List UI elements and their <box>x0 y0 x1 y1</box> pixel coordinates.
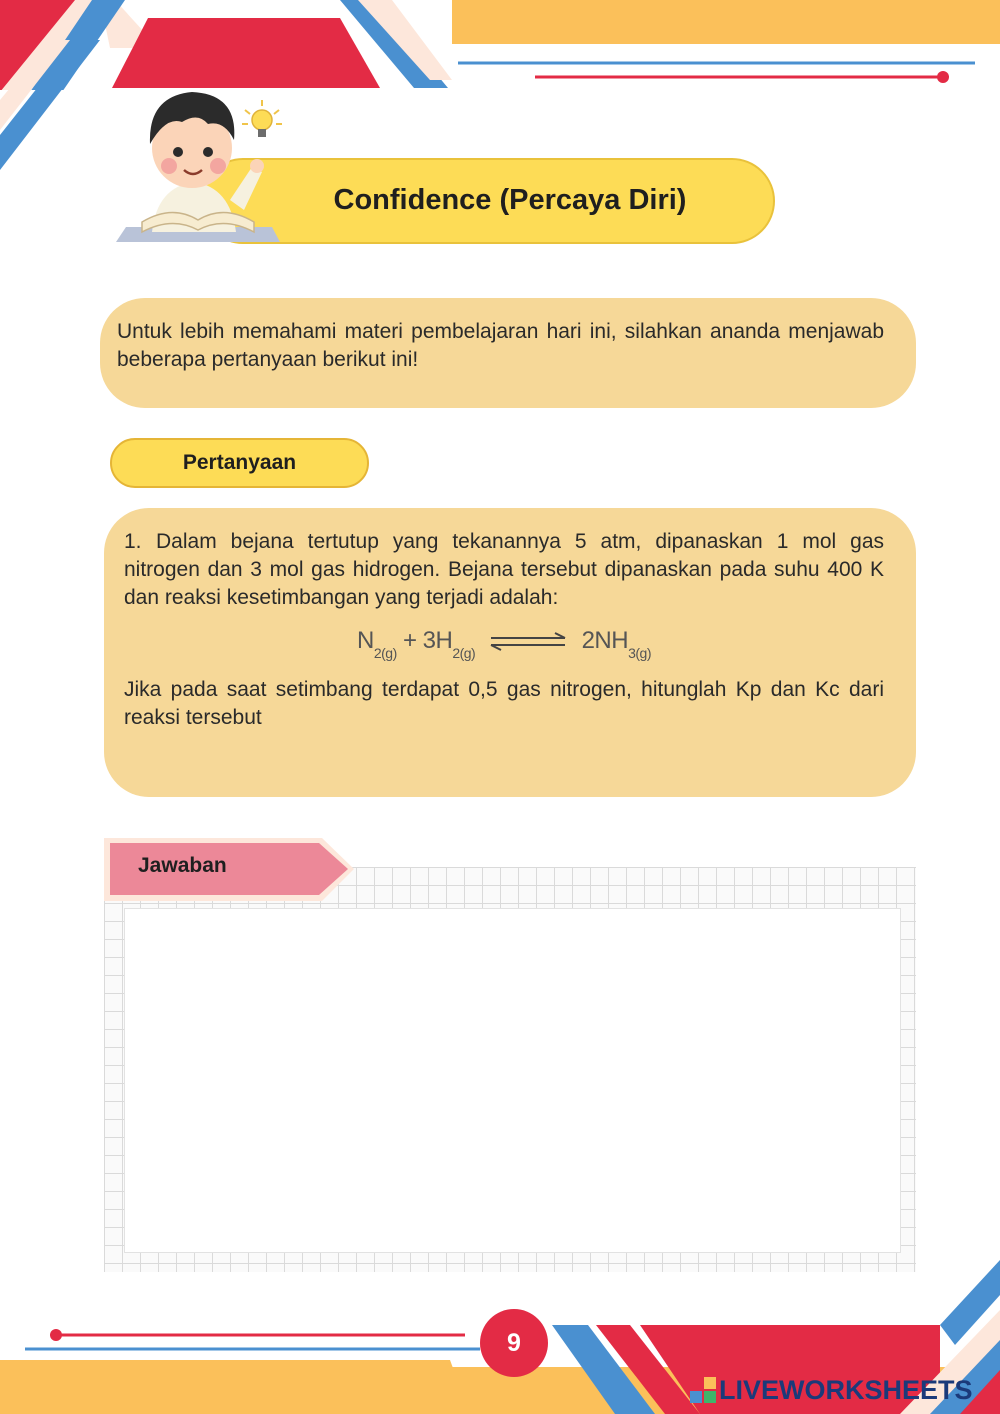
eq-reactant1-sub: 2(g) <box>373 645 397 661</box>
page-number: 9 <box>480 1309 548 1377</box>
equilibrium-arrow-icon <box>487 632 569 652</box>
eq-reactant1: N <box>357 627 374 654</box>
question-section-label: Pertanyaan <box>110 438 369 488</box>
question-number: 1. <box>124 530 142 553</box>
eq-reactant2-sub: 2(g) <box>452 645 476 661</box>
question-box <box>104 508 916 797</box>
liveworksheets-logo[interactable] <box>690 1374 973 1406</box>
question-body: Dalam bejana tertutup yang tekanannya 5 atm, dipanaskan 1 mol gas nitrogen dan 3 mol gas hidrogen. Bejana tersebut dipanaskan pada suhu 400 K dan reaksi kesetimbangan yang terjadi adalah: <box>124 530 884 609</box>
liveworksheets-brand: LIVEWORKSHEETS <box>719 1374 973 1405</box>
eq-product-sub: 3(g) <box>628 645 651 661</box>
question-followup: Jika pada saat setimbang terdapat 0,5 gas nitrogen, hitunglah Kp dan Kc dari reaksi tersebut <box>124 678 884 729</box>
liveworksheets-logo-icon <box>690 1377 716 1403</box>
left-edge-decoration <box>0 40 120 190</box>
header-decoration <box>0 0 1000 90</box>
intro-box <box>100 298 916 408</box>
eq-product: 2NH <box>581 627 629 654</box>
page-title: Confidence (Percaya Diri) <box>333 184 687 216</box>
eq-reactant2: + 3H <box>402 627 453 654</box>
reaction-equation <box>124 626 884 670</box>
question-text <box>124 528 884 612</box>
intro-text: Untuk lebih memahami materi pembelajaran hari ini, silahkan ananda menjawab beberapa pertanyaan berikut ini! <box>117 320 884 371</box>
answer-label: Jawaban <box>138 854 227 877</box>
student-illustration <box>112 82 287 247</box>
